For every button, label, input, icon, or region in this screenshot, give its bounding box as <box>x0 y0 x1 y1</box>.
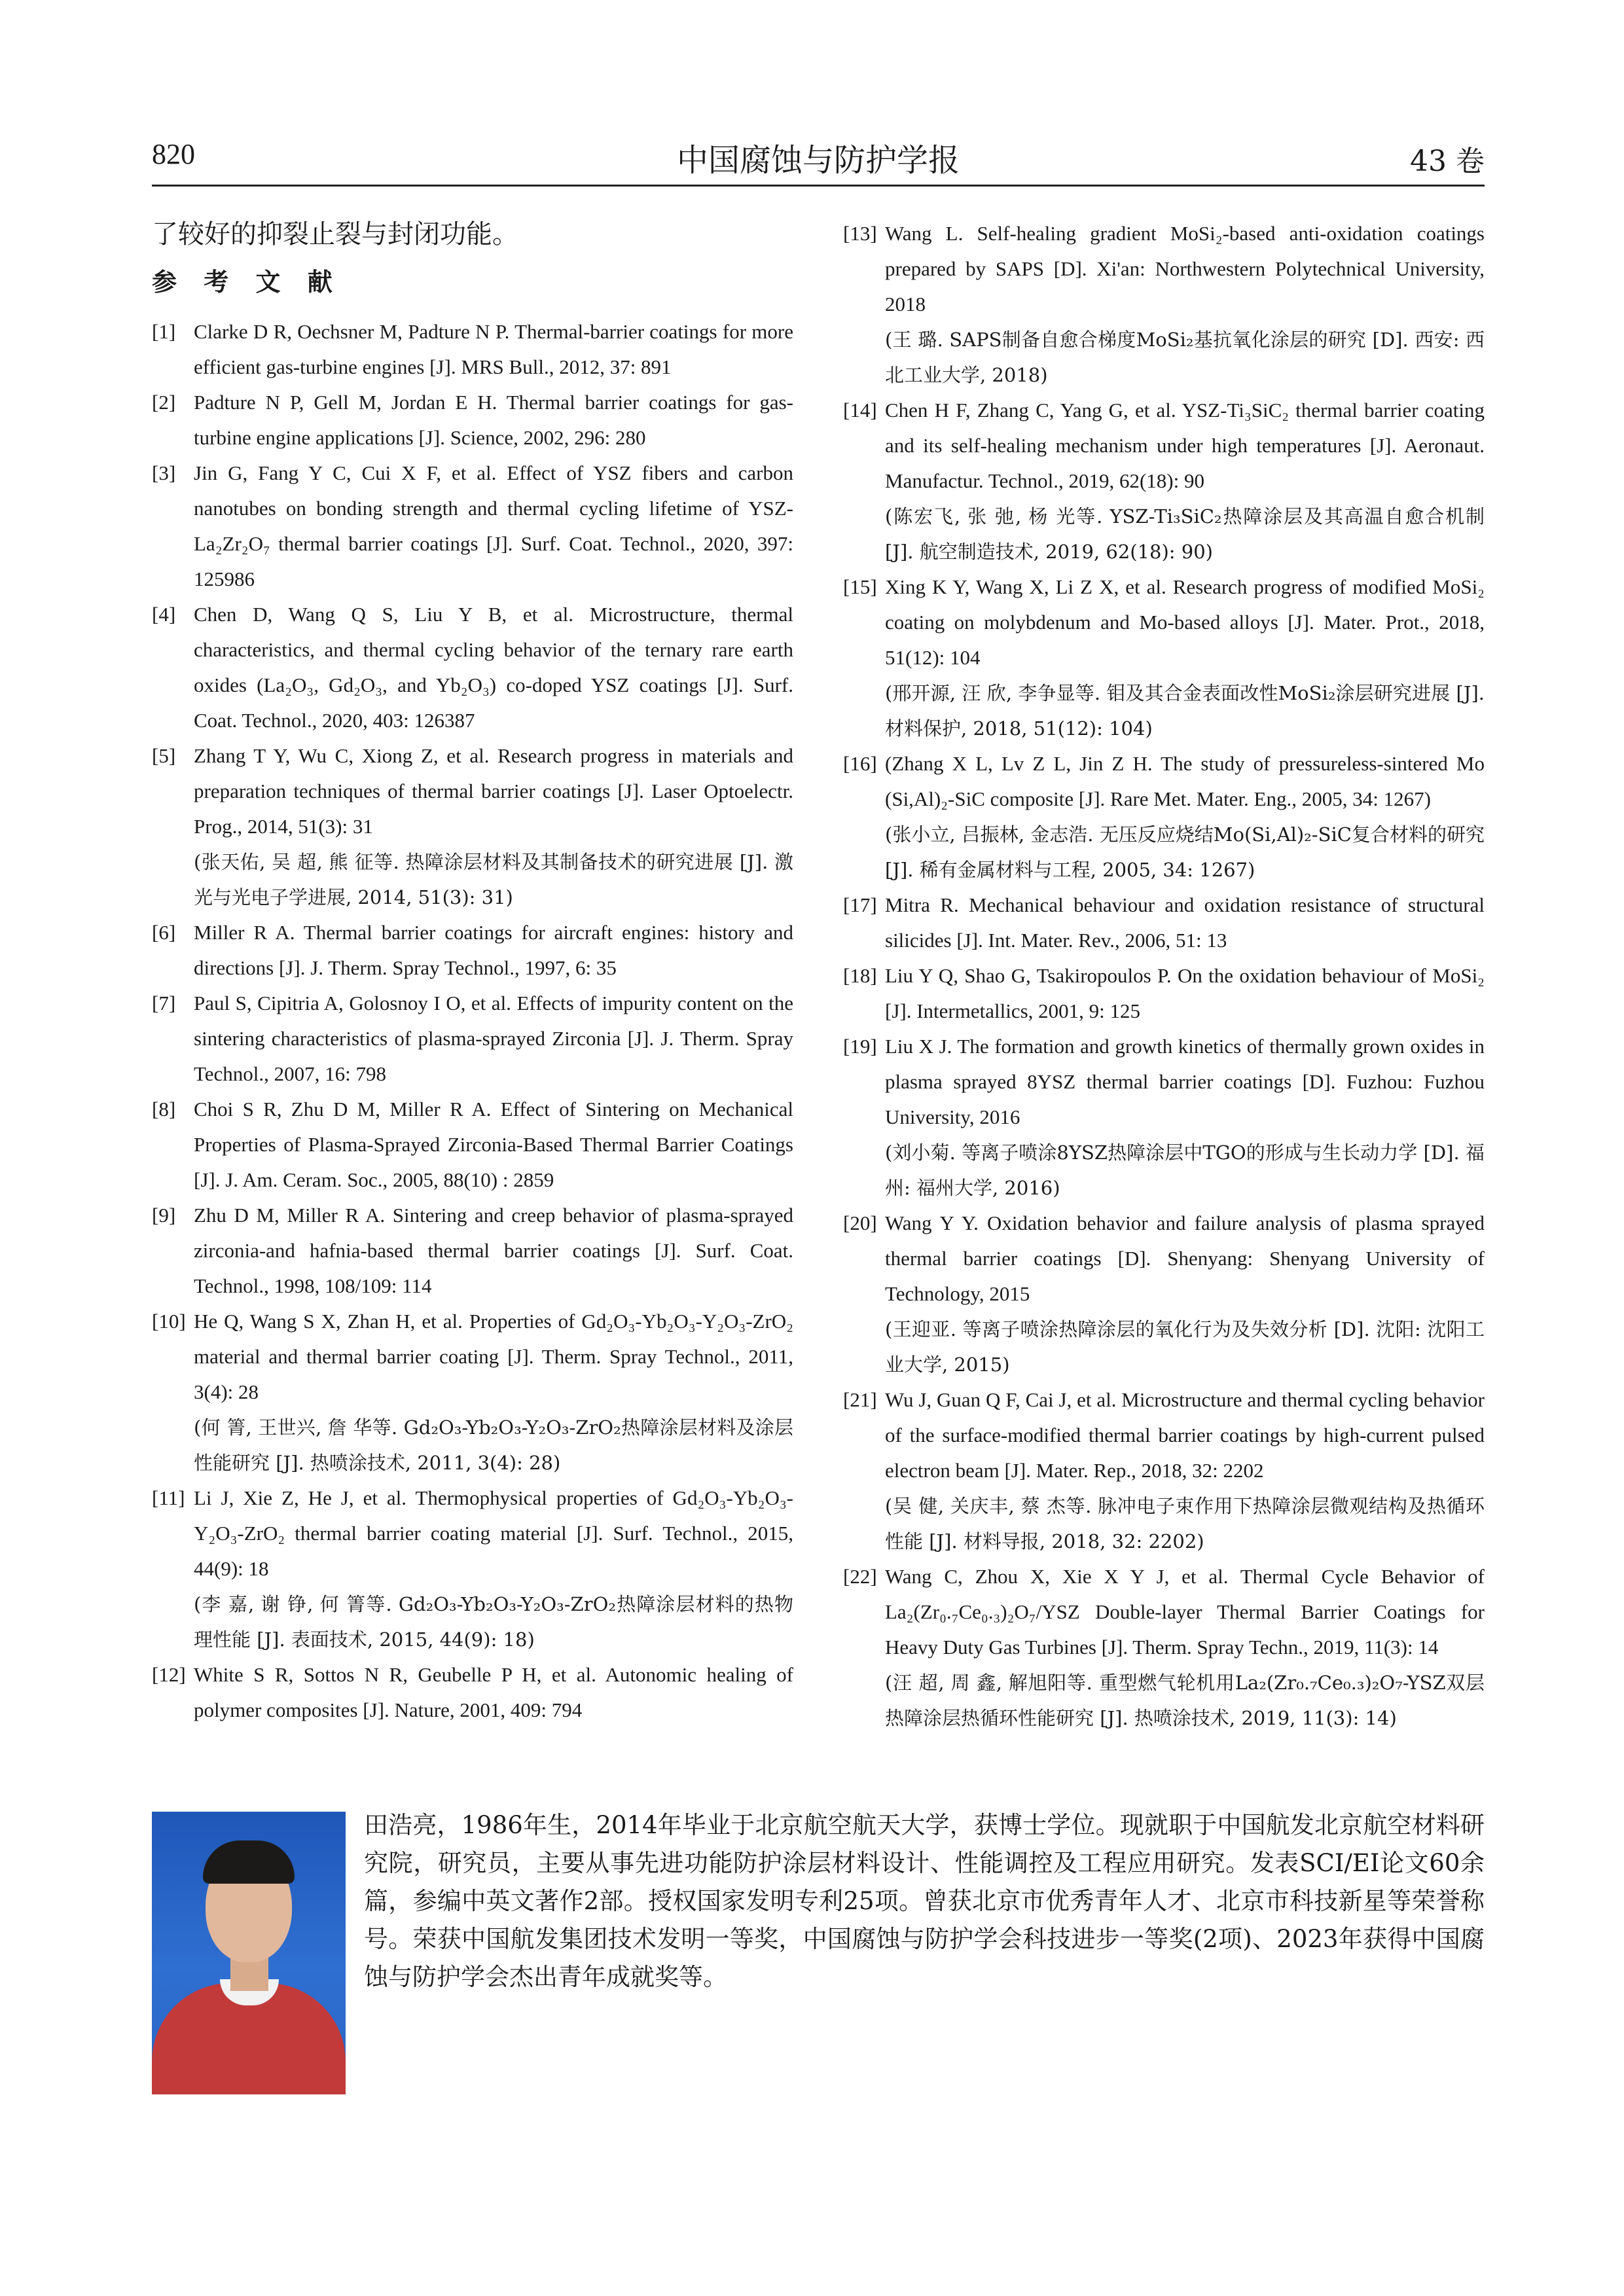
reference-number: [1] <box>152 320 176 343</box>
reference-number: [22] <box>843 1565 877 1588</box>
reference-text: Chen H F, Zhang C, Yang G, et al. YSZ-Ti₃SiC₂ thermal barrier coating and its self-healing mechanism under high temperatures [J]. Aeronaut. Manufactur. Technol., 2019, 62(18): 90 <box>885 399 1485 492</box>
reference-number: [15] <box>843 575 877 598</box>
reference-list-left <box>152 314 793 1728</box>
reference-text: Choi S R, Zhu D M, Miller R A. Effect of Sintering on Mechanical Properties of Plasma-Sprayed Zirconia-Based Thermal Barrier Coatings [J]. J. Am. Ceram. Soc., 2005, 88(10) : 2859 <box>194 1098 793 1191</box>
reference-number: [4] <box>152 603 176 626</box>
reference-number: [12] <box>152 1663 186 1686</box>
reference-number: [11] <box>152 1486 185 1509</box>
reference-item <box>843 1382 1485 1559</box>
reference-chinese-text: (陈宏飞, 张 弛, 杨 光等. YSZ-Ti₃SiC₂热障涂层及其高温自愈合机制 [J]. 航空制造技术, 2019, 62(18): 90) <box>885 505 1485 563</box>
reference-number: [7] <box>152 992 176 1014</box>
reference-item <box>152 1657 793 1728</box>
reference-item <box>843 746 1485 888</box>
reference-chinese-text: (刘小菊. 等离子喷涂8YSZ热障涂层中TGO的形成与生长动力学 [D]. 福州: 福州大学, 2016) <box>885 1141 1485 1199</box>
reference-text: Jin G, Fang Y C, Cui X F, et al. Effect of YSZ fibers and carbon nanotubes on bonding strength and thermal cycling lifetime of YSZ-La₂Zr₂O₇ thermal barrier coatings [J]. Surf. Coat. Technol., 2020, 397: 125986 <box>194 461 793 590</box>
header-rule <box>152 185 1485 187</box>
reference-number: [14] <box>843 399 877 422</box>
journal-title: 中国腐蚀与防护学报 <box>676 142 960 179</box>
reference-item <box>152 385 793 456</box>
reference-number: [20] <box>843 1211 877 1234</box>
reference-text: Xing K Y, Wang X, Li Z X, et al. Research progress of modified MoSi₂ coating on molybdenum and Mo-based alloys [J]. Mater. Prot., 2018, 51(12): 104 <box>885 575 1485 669</box>
reference-item <box>152 1480 793 1657</box>
reference-chinese-text: (汪 超, 周 鑫, 解旭阳等. 重型燃气轮机用La₂(Zr₀.₇Ce₀.₃)₂O₇-YSZ双层热障涂层热循环性能研究 [J]. 热喷涂技术, 2019, 11(3): 14) <box>885 1672 1485 1729</box>
reference-number: [10] <box>152 1310 186 1333</box>
reference-item <box>843 1029 1485 1206</box>
reference-text: Liu Y Q, Shao G, Tsakiropoulos P. On the oxidation behaviour of MoSi₂ [J]. Intermetallics, 2001, 9: 125 <box>885 964 1485 1022</box>
page-header <box>152 137 1485 179</box>
reference-text: White S R, Sottos N R, Geubelle P H, et al. Autonomic healing of polymer composites [J]. Nature, 2001, 409: 794 <box>194 1663 793 1721</box>
reference-text: Miller R A. Thermal barrier coatings for aircraft engines: history and directions [J]. J. Therm. Spray Technol., 1997, 6: 35 <box>194 921 793 979</box>
author-photo <box>152 1812 346 2094</box>
reference-number: [3] <box>152 461 176 484</box>
reference-chinese-text: (张小立, 吕振林, 金志浩. 无压反应烧结Mo(Si,Al)₂-SiC复合材料的研究 [J]. 稀有金属材料与工程, 2005, 34: 1267) <box>885 823 1485 881</box>
reference-text: Chen D, Wang Q S, Liu Y B, et al. Microstructure, thermal characteristics, and thermal cycling behavior of the ternary rare earth oxides (La₂O₃, Gd₂O₃, and Yb₂O₃) co-doped YSZ coatings [J]. Surf. Coat. Technol., 2020, 403: 126387 <box>194 603 793 732</box>
reference-item <box>152 314 793 385</box>
reference-number: [18] <box>843 964 877 987</box>
reference-text: Clarke D R, Oechsner M, Padture N P. Thermal-barrier coatings for more efficient gas-turbine engines [J]. MRS Bull., 2012, 37: 891 <box>194 320 793 378</box>
reference-chinese-text: (王迎亚. 等离子喷涂热障涂层的氧化行为及失效分析 [D]. 沈阳: 沈阳工业大学, 2015) <box>885 1318 1485 1376</box>
reference-text: (Zhang X L, Lv Z L, Jin Z H. The study of pressureless-sintered Mo (Si,Al)₂-SiC composite [J]. Rare Met. Mater. Eng., 2005, 34: 1267) <box>885 752 1485 810</box>
reference-chinese-text: (李 嘉, 谢 铮, 何 箐等. Gd₂O₃-Yb₂O₃-Y₂O₃-ZrO₂热障涂层材料的热物理性能 [J]. 表面技术, 2015, 44(9): 18) <box>194 1593 793 1651</box>
reference-number: [19] <box>843 1035 877 1058</box>
left-column <box>152 216 793 1728</box>
reference-number: [17] <box>843 893 877 916</box>
photo-hair <box>203 1840 295 1884</box>
author-bio: 田浩亮，1986年生，2014年毕业于北京航空航天大学，获博士学位。现就职于中国航发北京航空材料研究院，研究员，主要从事先进功能防护涂层材料设计、性能调控及工程应用研究。发表SCI/EI论文60余篇，参编中英文著作2部。授权国家发明专利25项。曾获北京市优秀青年人才、北京市科技新星等荣誉称号。荣获中国航发集团技术发明一等奖，中国腐蚀与防护学会科技进步一等奖(2项)、2023年获得中国腐蚀与防护学会杰出青年成就奖等。 <box>364 1811 1485 1991</box>
reference-number: [13] <box>843 222 877 245</box>
reference-item <box>152 1092 793 1198</box>
reference-item <box>843 1559 1485 1736</box>
reference-number: [9] <box>152 1204 176 1227</box>
reference-text: Wang L. Self-healing gradient MoSi₂-based anti-oxidation coatings prepared by SAPS [D]. Xi'an: Northwestern Polytechnical University, 2018 <box>885 222 1485 315</box>
reference-item <box>152 986 793 1092</box>
reference-text: Zhu D M, Miller R A. Sintering and creep behavior of plasma-sprayed zirconia-and hafnia-based thermal barrier coatings [J]. Surf. Coat. Technol., 1998, 108/109: 114 <box>194 1204 793 1297</box>
page-number: 820 <box>152 138 195 170</box>
reference-chinese-text: (邢开源, 汪 欣, 李争显等. 钼及其合金表面改性MoSi₂涂层研究进展 [J]. 材料保护, 2018, 51(12): 104) <box>885 682 1485 740</box>
reference-number: [21] <box>843 1388 877 1411</box>
reference-text: Wu J, Guan Q F, Cai J, et al. Microstructure and thermal cycling behavior of the surface-modified thermal barrier coatings by high-current pulsed electron beam [J]. Mater. Rep., 2018, 32: 2202 <box>885 1388 1485 1482</box>
reference-chinese-text: (张天佑, 吴 超, 熊 征等. 热障涂层材料及其制备技术的研究进展 [J]. 激光与光电子学进展, 2014, 51(3): 31) <box>194 851 793 908</box>
reference-item <box>152 597 793 738</box>
reference-text: Li J, Xie Z, He J, et al. Thermophysical properties of Gd₂O₃-Yb₂O₃-Y₂O₃-ZrO₂ thermal barrier coating material [J]. Surf. Technol., 2015, 44(9): 18 <box>194 1486 793 1580</box>
reference-chinese-text: (王 璐. SAPS制备自愈合梯度MoSi₂基抗氧化涂层的研究 [D]. 西安: 西北工业大学, 2018) <box>885 329 1485 386</box>
reference-list-right <box>843 216 1485 1736</box>
reference-number: [16] <box>843 752 877 775</box>
reference-text: He Q, Wang S X, Zhan H, et al. Properties of Gd₂O₃-Yb₂O₃-Y₂O₃-ZrO₂ material and thermal barrier coating [J]. Therm. Spray Technol., 2011, 3(4): 28 <box>194 1310 793 1403</box>
reference-text: Padture N P, Gell M, Jordan E H. Thermal barrier coatings for gas-turbine engine applications [J]. Science, 2002, 296: 280 <box>194 391 793 449</box>
reference-item <box>843 888 1485 958</box>
reference-item <box>843 1206 1485 1382</box>
reference-item <box>843 393 1485 569</box>
reference-number: [5] <box>152 744 176 767</box>
reference-item <box>152 1304 793 1480</box>
reference-text: Paul S, Cipitria A, Golosnoy I O, et al. Effects of impurity content on the sintering characteristics of plasma-sprayed Zirconia [J]. J. Therm. Spray Technol., 2007, 16: 798 <box>194 992 793 1085</box>
reference-number: [6] <box>152 921 176 944</box>
reference-item <box>152 1198 793 1304</box>
reference-item <box>152 915 793 986</box>
reference-text: Liu X J. The formation and growth kinetics of thermally grown oxides in plasma sprayed 8YSZ thermal barrier coatings [D]. Fuzhou: Fuzhou University, 2016 <box>885 1035 1485 1128</box>
reference-chinese-text: (何 箐, 王世兴, 詹 华等. Gd₂O₃-Yb₂O₃-Y₂O₃-ZrO₂热障涂层材料及涂层性能研究 [J]. 热喷涂技术, 2011, 3(4): 28) <box>194 1416 793 1474</box>
reference-number: [2] <box>152 391 176 414</box>
reference-item <box>843 216 1485 393</box>
reference-text: Mitra R. Mechanical behaviour and oxidation resistance of structural silicides [J]. Int. Mater. Rev., 2006, 51: 13 <box>885 893 1485 952</box>
reference-item <box>843 958 1485 1029</box>
reference-number: [8] <box>152 1098 176 1121</box>
reference-text: Wang C, Zhou X, Xie X Y J, et al. Thermal Cycle Behavior of La₂(Zr₀.₇Ce₀.₃)₂O₇/YSZ Double-layer Thermal Barrier Coatings for Heavy Duty Gas Turbines [J]. Therm. Spray Techn., 2019, 11(3): 14 <box>885 1565 1485 1659</box>
volume-label: 43 卷 <box>1410 145 1485 178</box>
reference-item <box>152 456 793 597</box>
reference-text: Wang Y Y. Oxidation behavior and failure analysis of plasma sprayed thermal barrier coatings [D]. Shenyang: Shenyang University of Technology, 2015 <box>885 1211 1485 1305</box>
reference-item <box>843 569 1485 746</box>
reference-chinese-text: (吴 健, 关庆丰, 蔡 杰等. 脉冲电子束作用下热障涂层微观结构及热循环性能 [J]. 材料导报, 2018, 32: 2202) <box>885 1495 1485 1552</box>
reference-item <box>152 738 793 915</box>
intro-text: 了较好的抑裂止裂与封闭功能。 <box>152 219 518 249</box>
reference-text: Zhang T Y, Wu C, Xiong Z, et al. Research progress in materials and preparation techniques of thermal barrier coatings [J]. Laser Optoelectr. Prog., 2014, 51(3): 31 <box>194 744 793 838</box>
right-column <box>843 216 1485 1736</box>
references-heading: 参 考 文 献 <box>152 268 342 296</box>
